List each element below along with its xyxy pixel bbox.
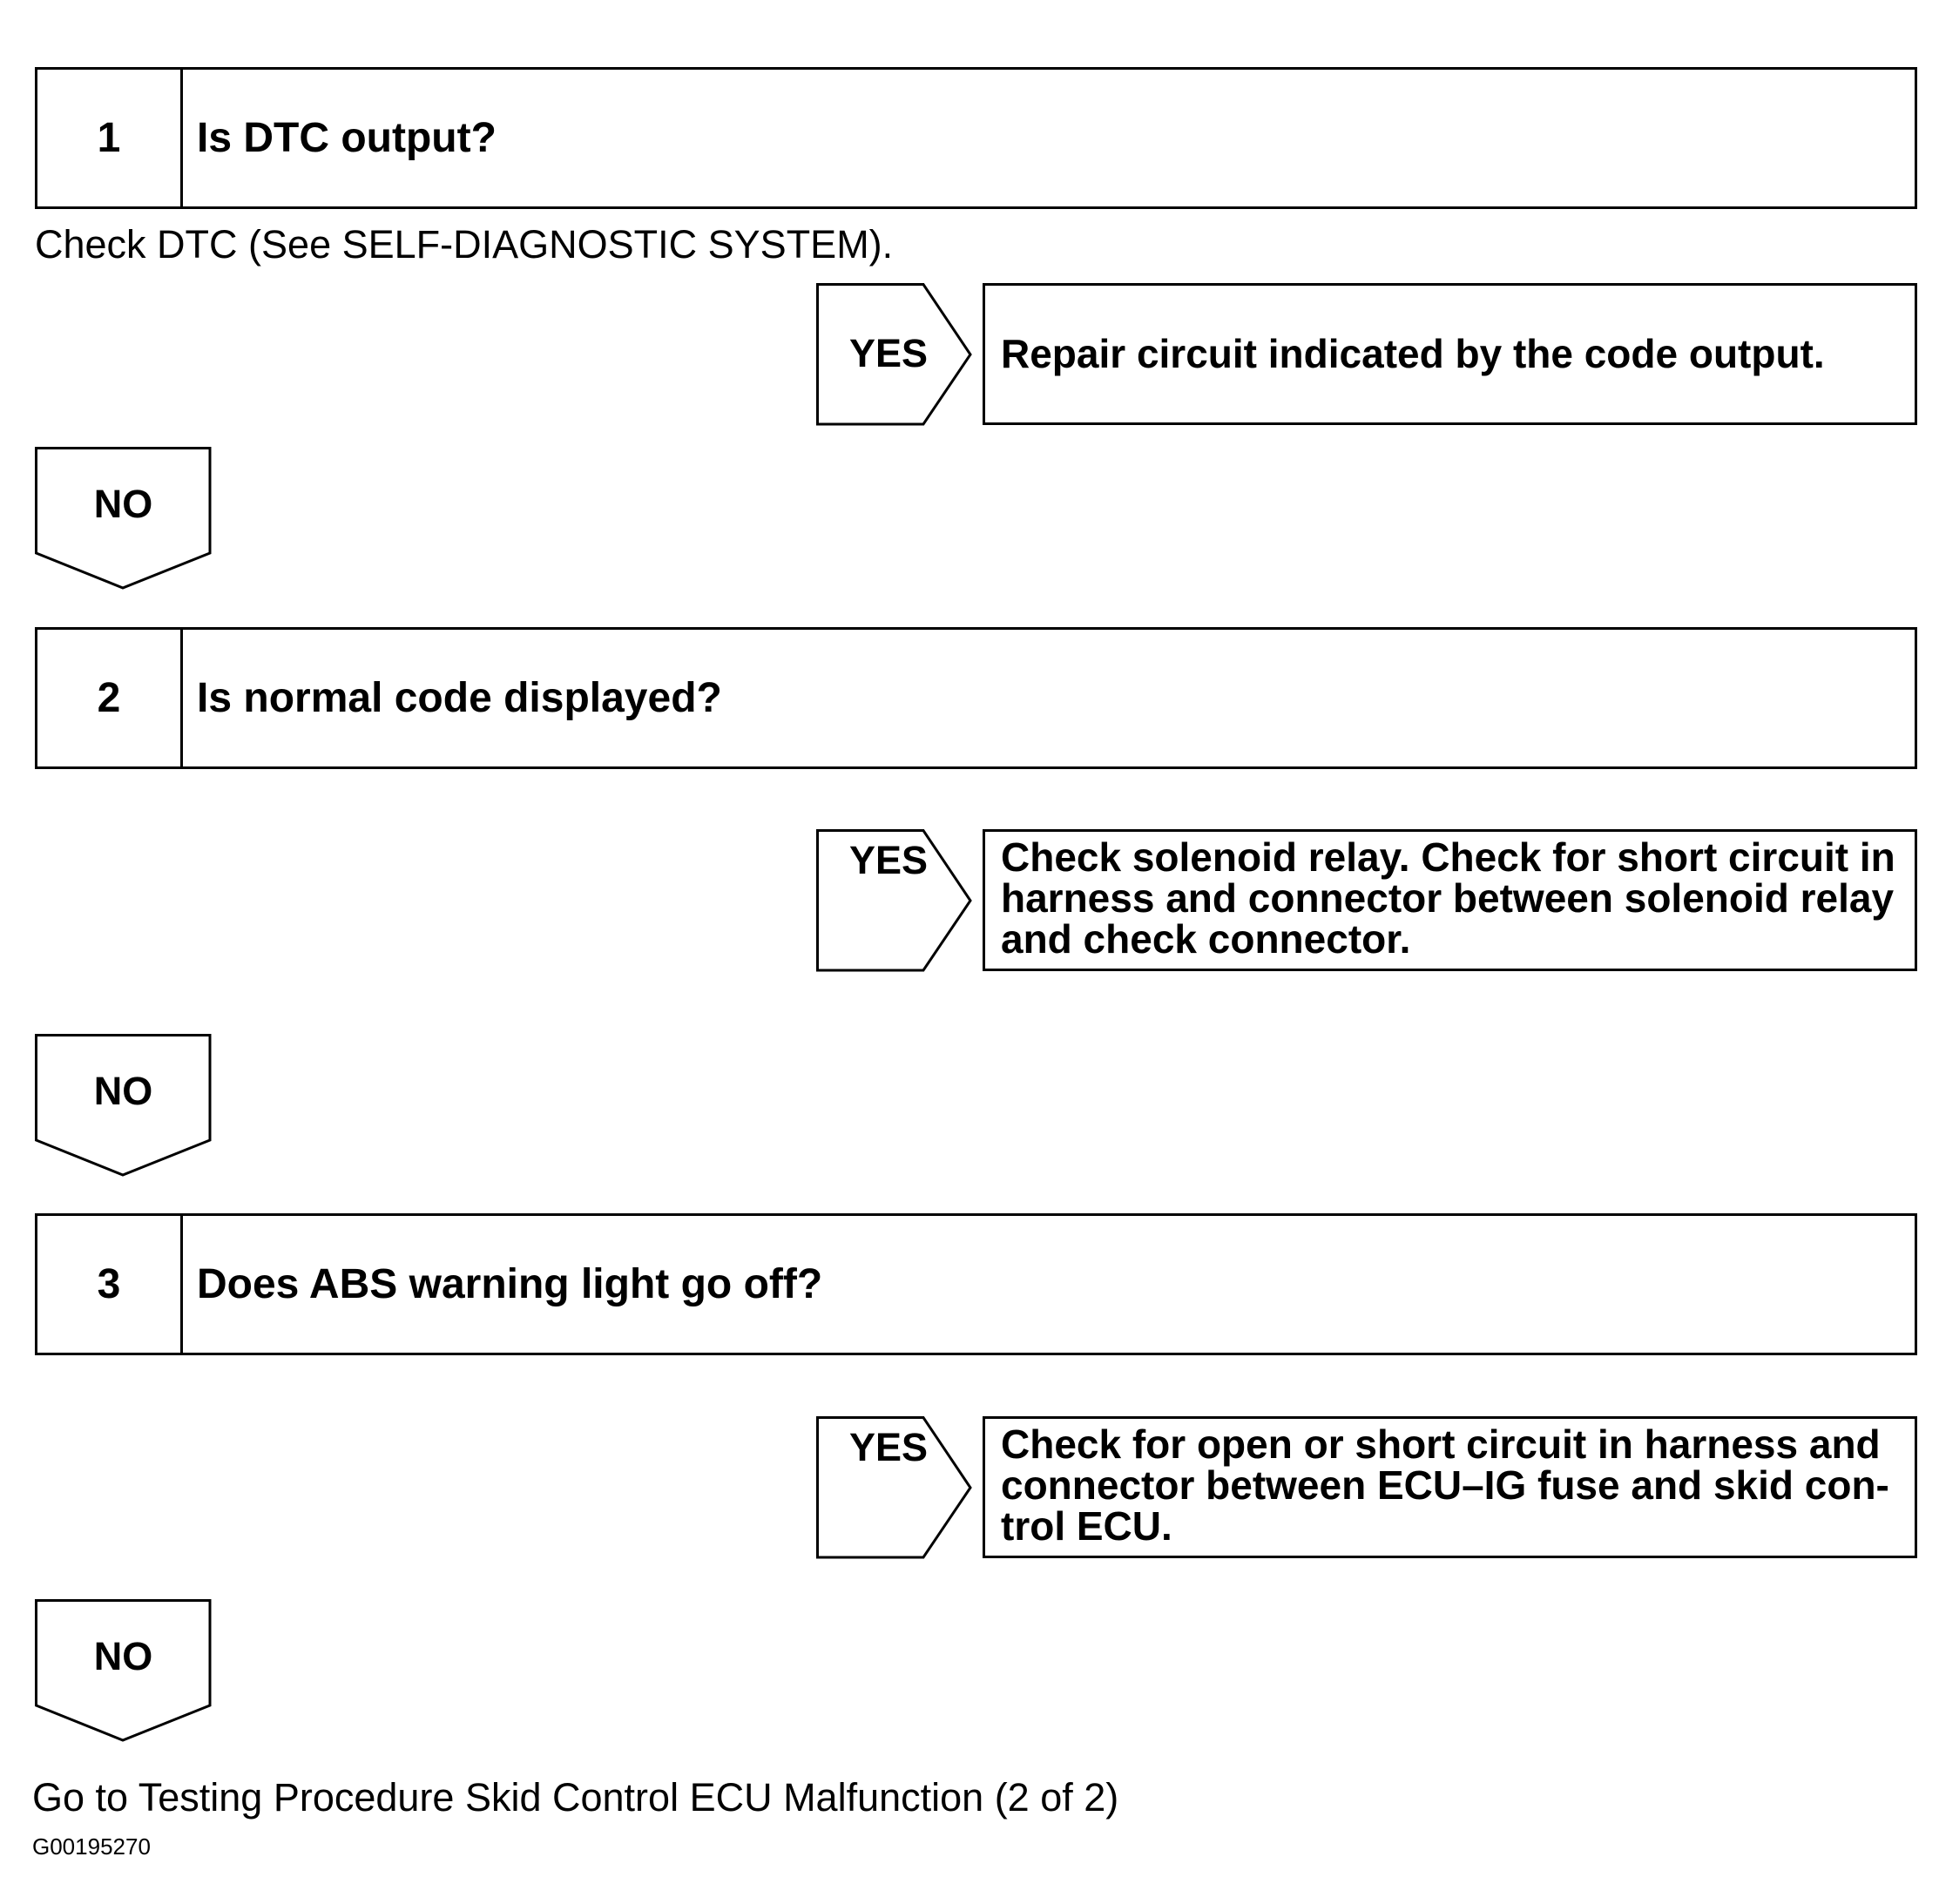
step-3-yes-label: YES <box>848 1425 929 1469</box>
step-3-yes-action-line-3: trol ECU. <box>1001 1503 1172 1549</box>
step-1-question: Is DTC output? <box>197 115 497 161</box>
step-2-question: Is normal code displayed? <box>197 675 722 721</box>
step-1-note: Check DTC (See SELF-DIAGNOSTIC SYSTEM). <box>35 222 894 267</box>
step-3-no-label: NO <box>93 1634 153 1678</box>
figure-id: G00195270 <box>32 1833 151 1860</box>
step-3-yes-action <box>983 1416 1917 1558</box>
step-2-yes-action-line-2: harness and connector between solenoid relay <box>1001 875 1895 921</box>
step-1-box <box>35 67 1917 209</box>
step-3-yes-action-line-1: Check for open or short circuit in harness and <box>1001 1421 1881 1467</box>
step-2-yes-action-line-3: and check connector. <box>1001 916 1411 962</box>
step-2-yes-action-line-1: Check solenoid relay. Check for short circuit in <box>1001 834 1895 880</box>
step-1-number: 1 <box>37 70 183 206</box>
step-3-yes-action-line-2: connector between ECU–IG fuse and skid con- <box>1001 1462 1889 1508</box>
step-2-number: 2 <box>37 630 183 766</box>
step-3-number: 3 <box>37 1216 183 1353</box>
step-2-no-label: NO <box>93 1069 153 1113</box>
step-3-question: Does ABS warning light go off? <box>197 1261 823 1307</box>
step-2-yes-label: YES <box>848 838 929 882</box>
step-1-no-label: NO <box>93 482 153 526</box>
step-1-yes-label: YES <box>848 331 929 375</box>
next-step-text: Go to Testing Procedure Skid Control ECU Malfunction (2 of 2) <box>32 1775 1119 1820</box>
step-1-yes-action-text: Repair circuit indicated by the code output. <box>1001 331 1825 376</box>
step-3-box <box>35 1213 1917 1355</box>
step-2-yes-action <box>983 829 1917 971</box>
step-1-yes-action <box>983 283 1917 425</box>
step-2-box <box>35 627 1917 769</box>
